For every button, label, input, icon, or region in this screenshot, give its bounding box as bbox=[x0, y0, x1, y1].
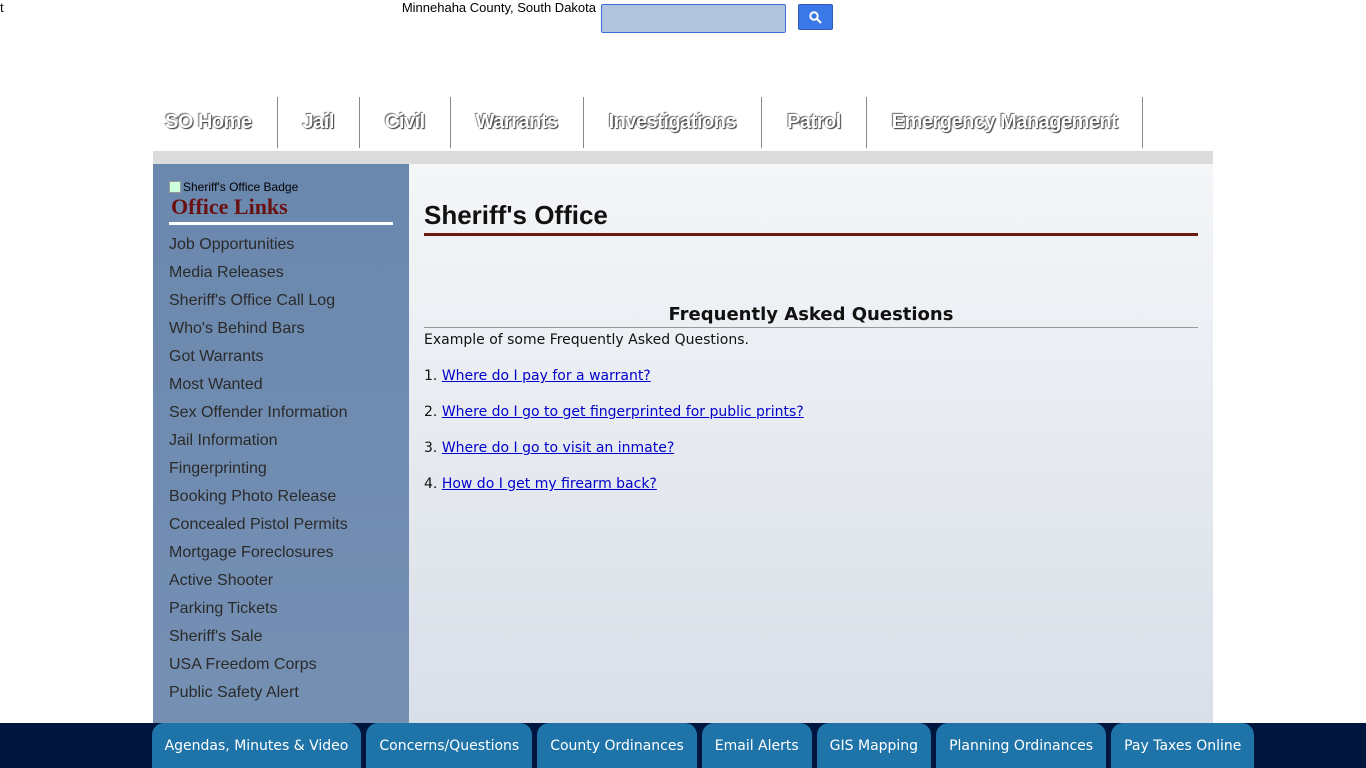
faq-number: 2. bbox=[424, 404, 438, 420]
faq-number: 1. bbox=[424, 368, 438, 384]
sidebar-link[interactable]: Sheriff's Office Call Log bbox=[169, 292, 336, 309]
badge-alt-text: Sheriff's Office Badge bbox=[183, 180, 299, 194]
faq-number: 4. bbox=[424, 476, 438, 492]
sidebar-title: Office Links bbox=[169, 194, 393, 225]
faq-item bbox=[424, 368, 1198, 384]
search-icon bbox=[809, 11, 822, 24]
sidebar-link[interactable]: Job Opportunities bbox=[169, 236, 295, 253]
sidebar-link[interactable]: Sheriff's Sale bbox=[169, 628, 263, 645]
nav-civil[interactable]: Civil bbox=[360, 97, 451, 148]
page-title: Sheriff's Office bbox=[424, 200, 1198, 236]
footer-button[interactable]: Pay Taxes Online bbox=[1111, 723, 1254, 768]
sidebar-link[interactable]: Public Safety Alert bbox=[169, 684, 299, 701]
footer-button[interactable]: Agendas, Minutes & Video bbox=[152, 723, 362, 768]
nav-jail[interactable]: Jail bbox=[278, 97, 360, 148]
faq-item bbox=[424, 476, 1198, 492]
faq-item bbox=[424, 440, 1198, 456]
broken-image-icon bbox=[169, 181, 181, 193]
footer-button[interactable]: GIS Mapping bbox=[817, 723, 931, 768]
footer-button[interactable]: Concerns/Questions bbox=[366, 723, 532, 768]
sidebar-link[interactable]: Mortgage Foreclosures bbox=[169, 544, 334, 561]
sidebar-link[interactable]: Who's Behind Bars bbox=[169, 320, 305, 337]
nav-emergency-management[interactable]: Emergency Management bbox=[867, 97, 1144, 148]
sidebar-link[interactable]: Got Warrants bbox=[169, 348, 264, 365]
nav-warrants[interactable]: Warrants bbox=[451, 97, 584, 148]
sidebar-link[interactable]: Sex Offender Information bbox=[169, 404, 348, 421]
faq-link[interactable]: How do I get my firearm back? bbox=[441, 476, 657, 492]
footer-button[interactable]: Email Alerts bbox=[702, 723, 812, 768]
faq-number: 3. bbox=[424, 440, 438, 456]
badge-image bbox=[169, 180, 393, 194]
sidebar-link[interactable]: Concealed Pistol Permits bbox=[169, 516, 348, 533]
main-content bbox=[409, 164, 1213, 724]
sidebar-link[interactable]: USA Freedom Corps bbox=[169, 656, 317, 673]
faq-link[interactable]: Where do I go to get fingerprinted for public prints? bbox=[441, 404, 804, 420]
search-button[interactable] bbox=[798, 4, 833, 30]
faq-item bbox=[424, 404, 1198, 420]
faq-link[interactable]: Where do I pay for a warrant? bbox=[441, 368, 651, 384]
faq-heading: Frequently Asked Questions bbox=[424, 304, 1198, 328]
footer-button[interactable]: Planning Ordinances bbox=[936, 723, 1106, 768]
faq-intro: Example of some Frequently Asked Questions. bbox=[424, 332, 749, 348]
footer-bar bbox=[0, 723, 1366, 768]
county-name: Minnehaha County, South Dakota bbox=[401, 0, 596, 15]
divider-bar bbox=[153, 151, 1213, 164]
nav-patrol[interactable]: Patrol bbox=[762, 97, 867, 148]
sidebar-link[interactable]: Active Shooter bbox=[169, 572, 274, 589]
sidebar-link[interactable]: Jail Information bbox=[169, 432, 278, 449]
sidebar-link[interactable]: Media Releases bbox=[169, 264, 284, 281]
top-left-text: t bbox=[0, 0, 4, 15]
footer-button[interactable]: County Ordinances bbox=[537, 723, 697, 768]
search-input[interactable] bbox=[601, 4, 786, 33]
sidebar-link[interactable]: Parking Tickets bbox=[169, 600, 278, 617]
sidebar-link[interactable]: Fingerprinting bbox=[169, 460, 267, 477]
nav-so-home[interactable]: SO Home bbox=[153, 97, 278, 148]
main-nav bbox=[153, 97, 1143, 148]
faq-link[interactable]: Where do I go to visit an inmate? bbox=[441, 440, 675, 456]
sidebar-link[interactable]: Booking Photo Release bbox=[169, 488, 337, 505]
sidebar bbox=[153, 164, 409, 724]
nav-investigations[interactable]: Investigations bbox=[584, 97, 762, 148]
sidebar-link[interactable]: Most Wanted bbox=[169, 376, 263, 393]
